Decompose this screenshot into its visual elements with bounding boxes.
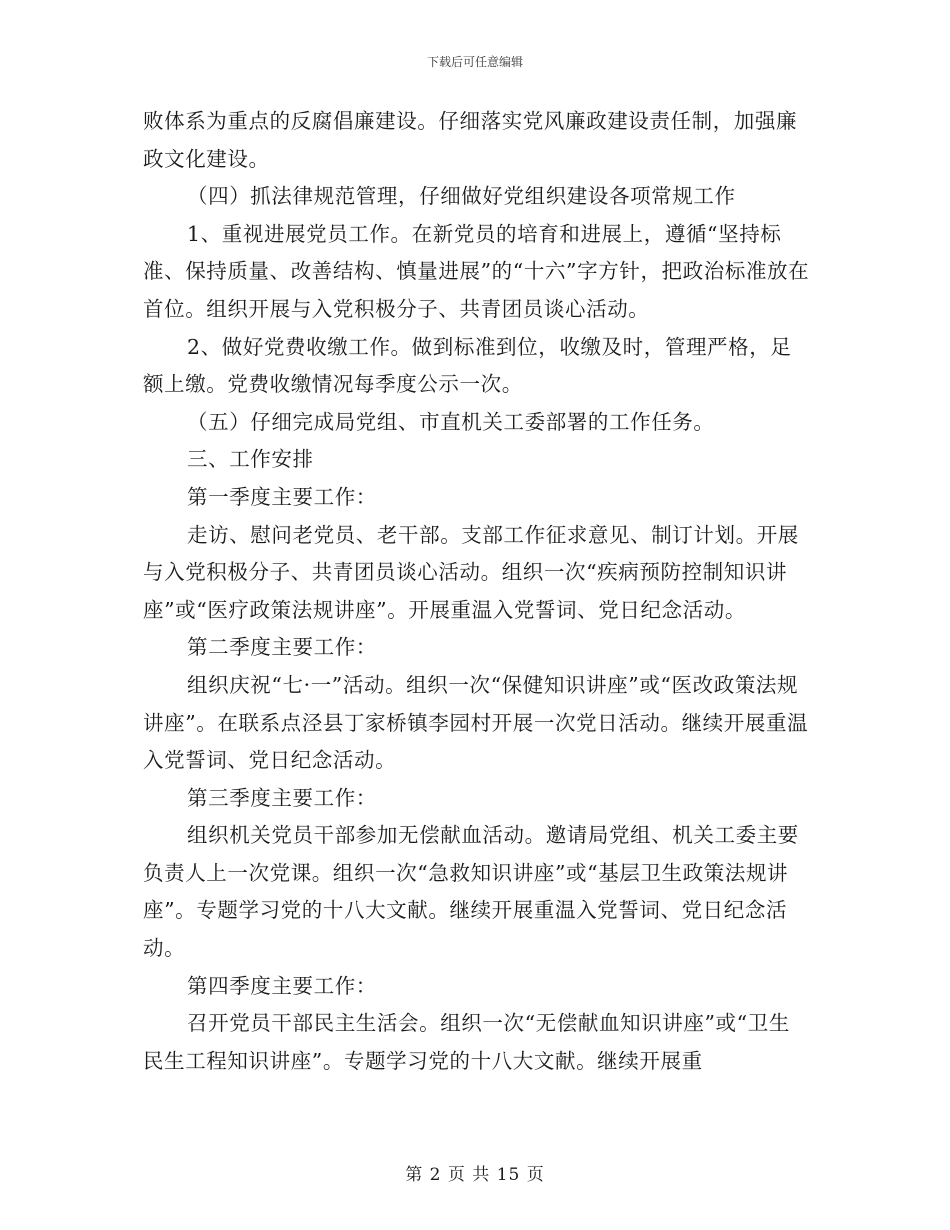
document-body xyxy=(143,103,811,1080)
quarter-heading: 第二季度主要工作： xyxy=(187,635,377,660)
paragraph: 组织庆祝“七·一”活动。组织一次“保健知识讲座”或“医改政策法规讲座”。在联系点泾县丁家桥镇李园村开展一次党日活动。继续开展重温入党誓词、党日纪念活动。 xyxy=(143,672,809,773)
section-heading: （五）仔细完成局党组、市直机关工委部署的工作任务。 xyxy=(187,409,715,434)
paragraph: 组织机关党员干部参加无偿献血活动。邀请局党组、机关工委主要负责人上一次党课。组织一次“急救知识讲座”或“基层卫生政策法规讲座”。专题学习党的十八大文献。继续开展重温入党誓词、党日纪念活动。 xyxy=(143,823,799,961)
paragraph: 2、做好党费收缴工作。做到标准到位，收缴及时，管理严格，足额上缴。党费收缴情况每季度公示一次。 xyxy=(143,334,792,397)
quarter-heading: 第三季度主要工作： xyxy=(187,785,377,810)
paragraph: 召开党员干部民主生活会。组织一次“无偿献血知识讲座”或“卫生民生工程知识讲座”。专题学习党的十八大文献。继续开展重 xyxy=(143,1011,790,1073)
page-header: 下载后可任意编辑 xyxy=(426,55,523,69)
paragraph: 败体系为重点的反腐倡廉建设。仔细落实党风廉政建设责任制，加强廉政文化建设。 xyxy=(143,109,798,171)
paragraph: 1、重视进展党员工作。在新党员的培育和进展上，遵循“坚持标准、保持质量、改善结构、慎量进展”的“十六”字方针，把政治标准放在首位。组织开展与入党积极分子、共青团员谈心活动。 xyxy=(143,221,810,321)
page-number: 第 2 页 共 15 页 xyxy=(405,1165,545,1185)
section-heading: 三、工作安排 xyxy=(187,447,314,472)
section-heading: （四）抓法律规范管理，仔细做好党组织建设各项常规工作 xyxy=(187,184,736,209)
paragraph: 走访、慰问老党员、老干部。支部工作征求意见、制订计划。开展与入党积极分子、共青团员谈心活动。组织一次“疾病预防控制知识讲座”或“医疗政策法规讲座”。开展重温入党誓词、党日纪念活动。 xyxy=(143,522,799,622)
quarter-heading: 第一季度主要工作： xyxy=(187,484,377,509)
quarter-heading: 第四季度主要工作： xyxy=(187,973,377,998)
